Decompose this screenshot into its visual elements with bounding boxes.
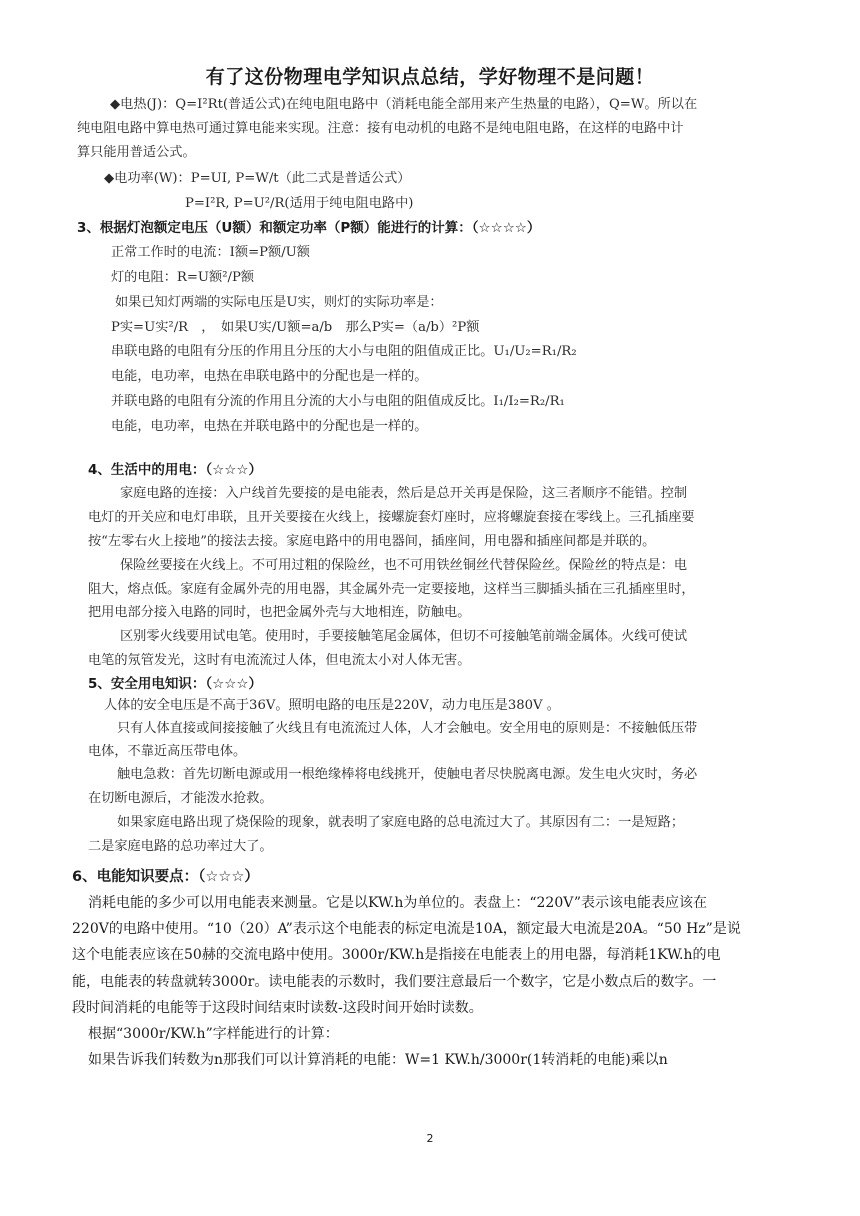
text-line: 人体的安全电压是不高于36V。照明电路的电压是220V，动力电压是380V 。 — [104, 698, 560, 713]
text-line: 220V的电路中使用。“10（20）A”表示这个电能表的标定电流是10A，额定最大电流是20A。“50 Hz”是说 — [72, 921, 741, 937]
text-line: 触电急救：首先切断电源或用一根绝缘棒将电线挑开，使触电者尽快脱离电源。发生电火灾时，务必 — [117, 767, 698, 782]
text-line: 算只能用普适公式。 — [77, 145, 196, 160]
text-line: 如果已知灯两端的实际电压是U实，则灯的实际功率是： — [115, 295, 443, 310]
text-line: 区别零火线要用试电笔。使用时，手要接触笔尾金属体，但切不可接触笔前端金属体。火线可使试 — [120, 629, 688, 644]
text-line: 段时间消耗的电能等于这段时间结束时读数-这段时间开始时读数。 — [72, 1000, 483, 1016]
text-line: 如果告诉我们转数为n那我们可以计算消耗的电能：W=1 KW.h/3000r(1转消耗的电能)乘以n — [88, 1052, 668, 1068]
text-line: 阻大，熔点低。家庭有金属外壳的用电器，其金属外壳一定要接地，这样当三脚插头插在三孔插座里时， — [88, 582, 695, 597]
section-heading-5: 5、安全用电知识：（☆☆☆） — [88, 676, 262, 692]
page-number: 2 — [426, 1132, 434, 1145]
text-line: 在切断电源后，才能泼水抢救。 — [88, 791, 273, 806]
section-heading-4: 4、生活中的用电：（☆☆☆） — [88, 462, 262, 478]
text-line: 并联电路的电阻有分流的作用且分流的大小与电阻的阻值成反比。I₁/I₂=R₂/R₁ — [111, 394, 565, 409]
text-line: 电能，电功率，电热在并联电路中的分配也是一样的。 — [111, 419, 428, 434]
text-line: 消耗电能的多少可以用电能表来测量。它是以KW.h为单位的。表盘上：“220V”表示该电能表应该在 — [88, 895, 708, 911]
text-line: P=I²R, P=U²/R(适用于纯电阻电路中) — [185, 196, 414, 211]
text-line: 根据“3000r/KW.h”字样能进行的计算： — [88, 1026, 339, 1042]
text-line: 电笔的氖管发光，这时有电流流过人体，但电流太小对人体无害。 — [88, 653, 471, 668]
text-line: 保险丝要接在火线上。不可用过粗的保险丝，也不可用铁丝铜丝代替保险丝。保险丝的特点是：电 — [120, 558, 688, 573]
text-line: 纯电阻电路中算电热可通过算电能来实现。注意：接有电动机的电路不是纯电阻电路，在这样的电路中计 — [77, 121, 684, 136]
text-line: 灯的电阻：R=U额²/P额 — [111, 270, 255, 285]
text-line: 如果家庭电路出现了烧保险的现象，就表明了家庭电路的总电流过大了。其原因有二：一是短路； — [117, 815, 685, 830]
section-heading-3: 3、根据灯泡额定电压（U额）和额定功率（P额）能进行的计算：（☆☆☆☆） — [77, 220, 541, 236]
text-line: 能，电能表的转盘就转3000r。读电能表的示数时，我们要注意最后一个数字，它是小数点后的数字。一 — [72, 974, 717, 990]
text-line: 把用电部分接入电路的同时，也把金属外壳与大地相连，防触电。 — [88, 605, 471, 620]
text-line: 这个电能表应该在50赫的交流电路中使用。3000r/KW.h是指接在电能表上的用电器，每消耗1KW.h的电 — [72, 947, 721, 963]
text-line: 只有人体直接或间接接触了火线且有电流流过人体，人才会触电。安全用电的原则是：不接触低压带 — [117, 721, 698, 736]
text-line: 串联电路的电阻有分压的作用且分压的大小与电阻的阻值成正比。U₁/U₂=R₁/R₂ — [111, 344, 577, 359]
text-line: 电体，不靠近高压带电体。 — [88, 744, 247, 759]
text-line: 电能，电功率，电热在串联电路中的分配也是一样的。 — [111, 369, 428, 384]
text-line: 正常工作时的电流：I额=P额/U额 — [111, 245, 310, 260]
text-line: 电灯的开关应和电灯串联，且开关要接在火线上，接螺旋套灯座时，应将螺旋套接在零线上。三孔插座要 — [88, 510, 695, 525]
page-title: 有了这份物理电学知识点总结，学好物理不是问题！ — [205, 66, 655, 88]
text-line: 按“左零右火上接地”的接法去接。家庭电路中的用电器间，插座间，用电器和插座间都是并联的。 — [88, 534, 656, 549]
section-heading-6: 6、电能知识要点：（☆☆☆） — [72, 869, 259, 885]
text-line: 二是家庭电路的总功率过大了。 — [88, 839, 273, 854]
text-line: ◆电功率(W)：P=UI, P=W/t（此二式是普适公式） — [104, 171, 411, 186]
text-line: P实=U实²/R ， 如果U实/U额=a/b 那么P实=（a/b）²P额 — [111, 320, 480, 335]
text-line: 家庭电路的连接：入户线首先要接的是电能表，然后是总开关再是保险，这三者顺序不能错。控制 — [120, 486, 688, 501]
text-line: ◆电热(J)：Q=I²Rt(普适公式)在纯电阻电路中（消耗电能全部用来产生热量的电路），Q=W。所以在 — [110, 97, 698, 112]
